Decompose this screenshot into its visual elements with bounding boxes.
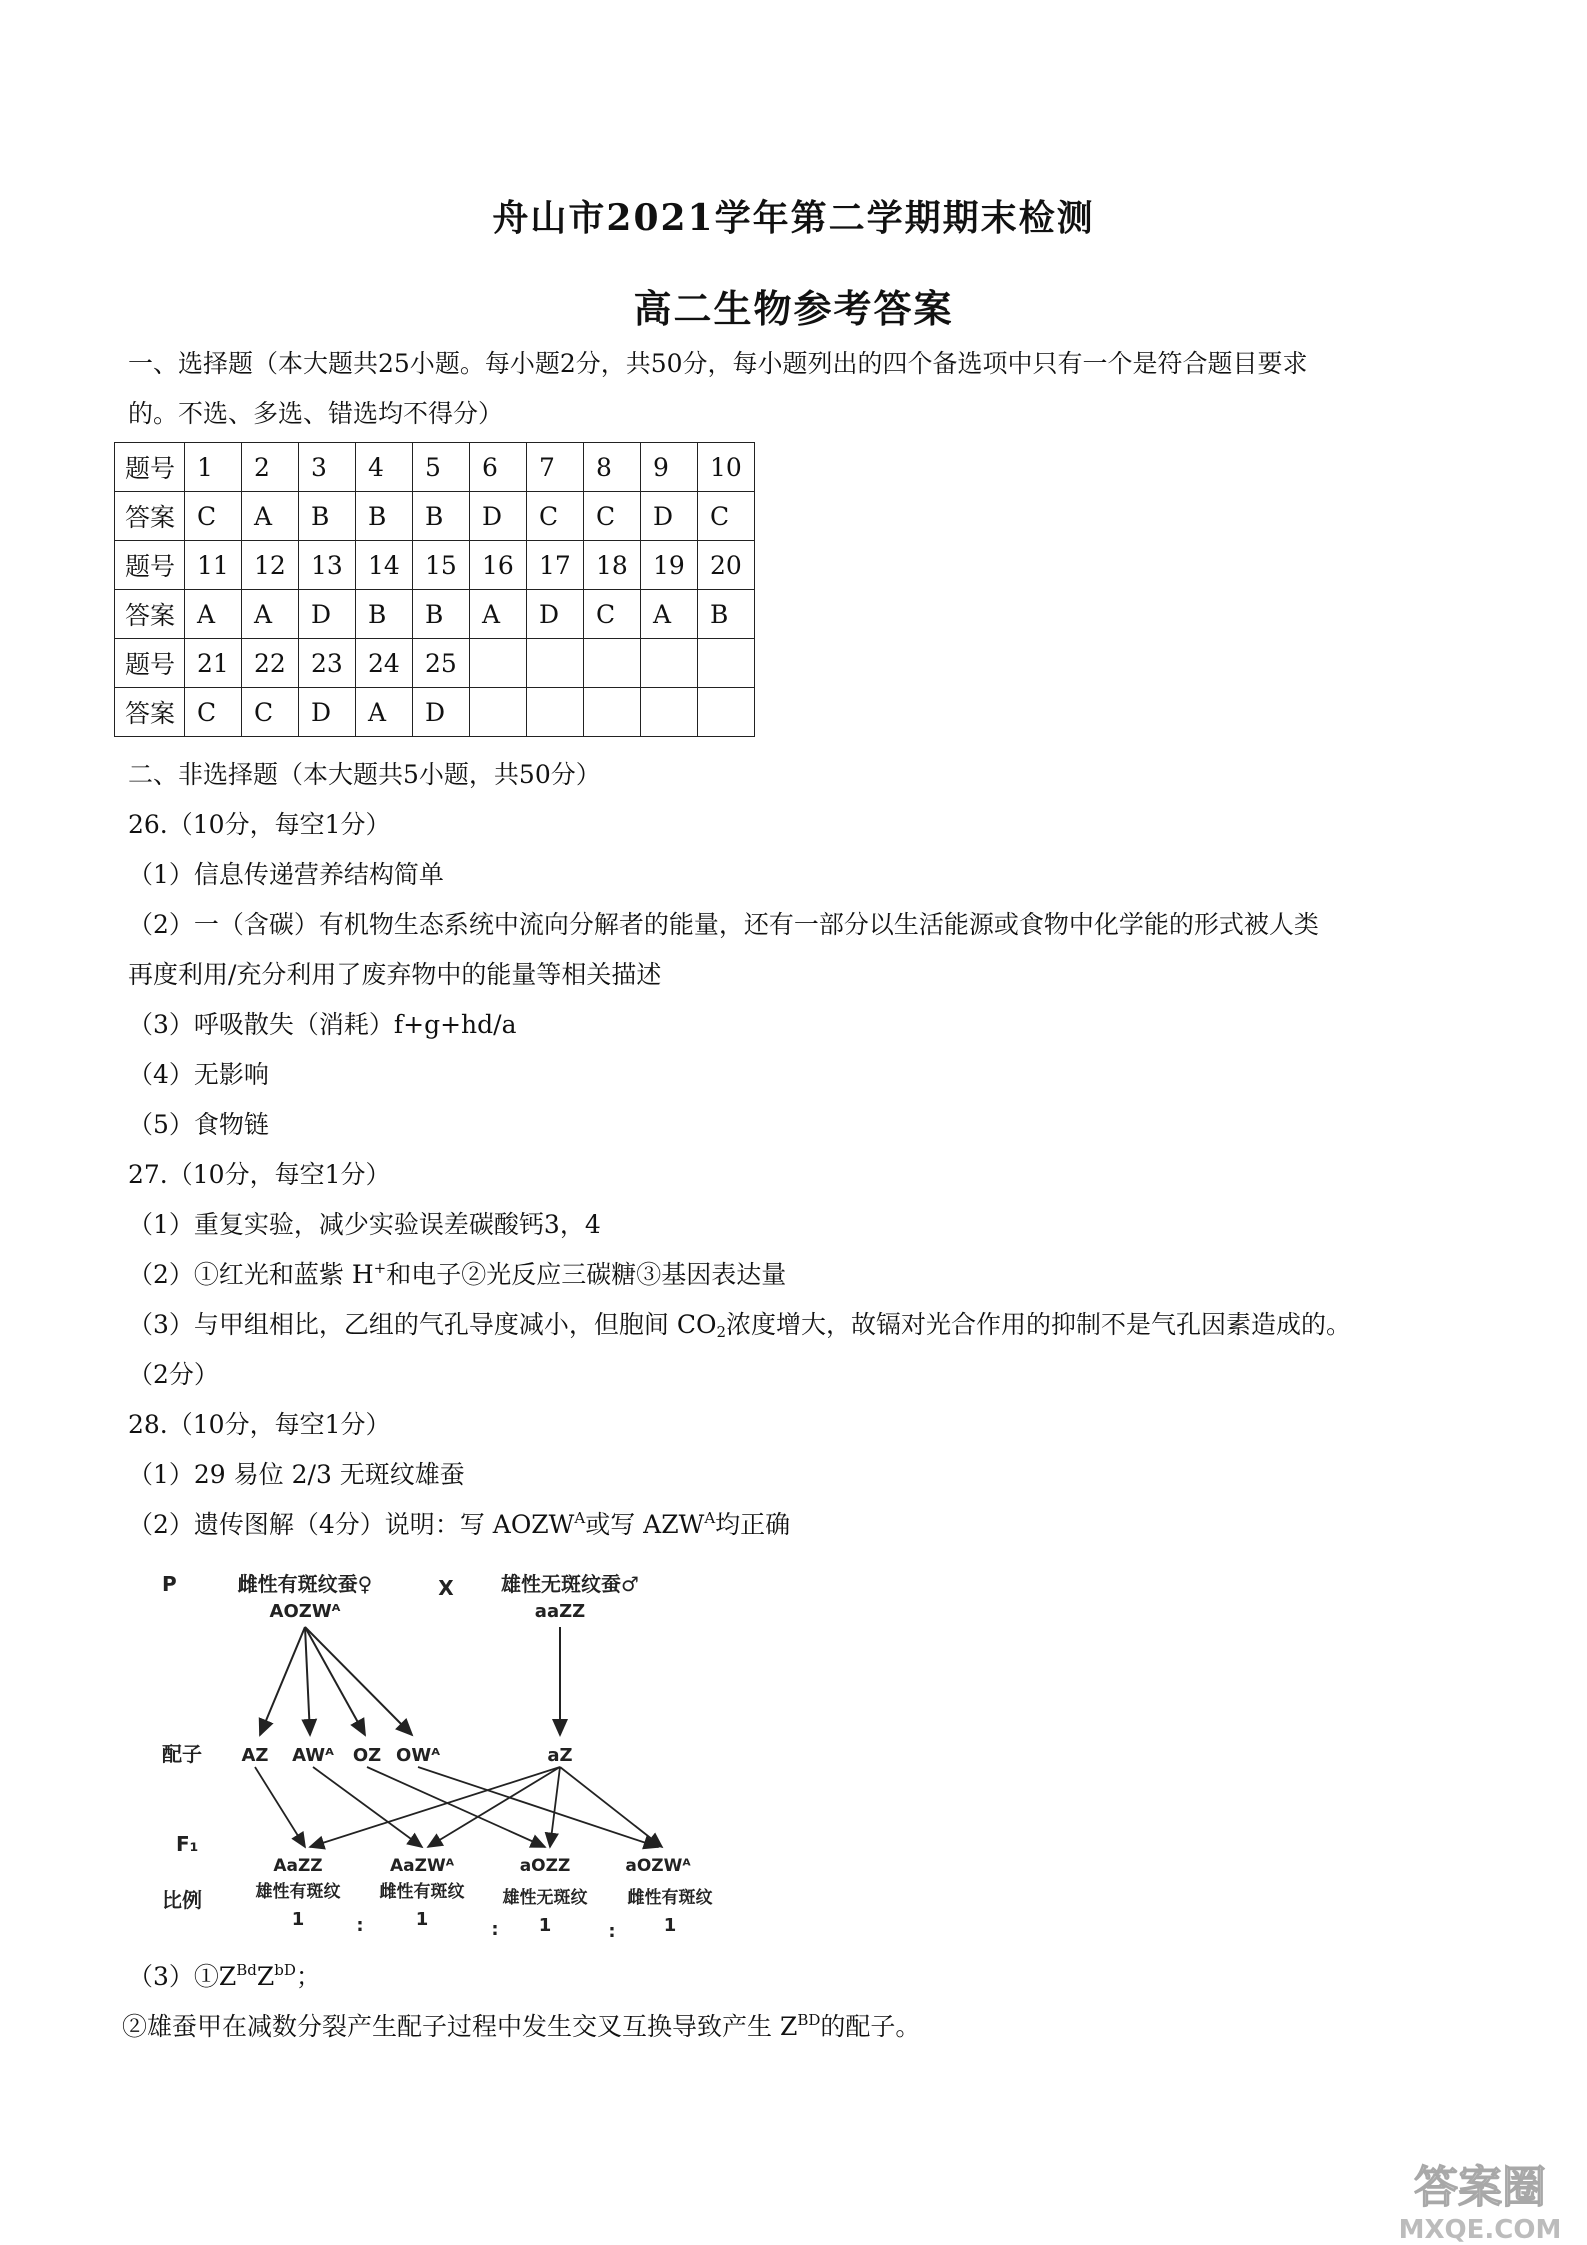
answer-cell: A [242, 590, 299, 639]
offspring-4-genotype: aOZWᴬ [625, 1856, 691, 1876]
answer-cell: B [356, 590, 413, 639]
answer-cell: C [185, 688, 242, 737]
question-number-cell [584, 639, 641, 688]
female-parent-genotype: AOZWᴬ [269, 1601, 341, 1622]
offspring-2-phenotype: 雌性有斑纹 [379, 1882, 465, 1902]
answer-cell [584, 688, 641, 737]
gamete-row-label: 配子 [162, 1742, 202, 1766]
section1-line1: 一、选择题（本大题共25小题。每小题2分，共50分，每小题列出的四个备选项中只有一个是符合题目要求 [128, 349, 1308, 378]
page-subtitle: 高二生物参考答案 [633, 286, 954, 331]
answer-cell: A [641, 590, 698, 639]
offspring-1-ratio: 1 [291, 1909, 305, 1930]
question-number-header: 题号 [115, 541, 185, 590]
question-number-cell: 17 [527, 541, 584, 590]
ratio-row-label: 比例 [162, 1888, 202, 1912]
question-number-cell: 21 [185, 639, 242, 688]
answer-cell: A [242, 492, 299, 541]
section1-line2: 的。不选、多选、错选均不得分） [128, 399, 504, 428]
q28-part3: $(3)①Z^{Bd}Z^{bD}$； [128, 1961, 321, 1991]
answer-header: 答案 [115, 688, 185, 737]
answer-row [115, 492, 755, 541]
q26-part3: （3）呼吸散失（消耗）f+g+hd/a [128, 1010, 517, 1039]
question-number-cell [698, 639, 755, 688]
f1-label: F₁ [176, 1832, 199, 1856]
answer-cell: C [698, 492, 755, 541]
answer-cell [641, 688, 698, 737]
genetic-cross-diagram [150, 1565, 770, 1945]
answer-cell: B [413, 492, 470, 541]
question-number-header: 题号 [115, 443, 185, 492]
question-number-cell: 7 [527, 443, 584, 492]
question-number-cell [641, 639, 698, 688]
question-number-cell: 9 [641, 443, 698, 492]
question-number-cell [527, 639, 584, 688]
q27-part1: （1）重复实验，减少实验误差碳酸钙3，4 [128, 1210, 601, 1239]
answer-cell: A [470, 590, 527, 639]
answer-cell: C [527, 492, 584, 541]
answer-cell [470, 688, 527, 737]
question-number-cell: 3 [299, 443, 356, 492]
answer-cell: B [698, 590, 755, 639]
answer-row [115, 590, 755, 639]
answer-cell: D [299, 590, 356, 639]
q26-part5: （5）食物链 [128, 1110, 269, 1139]
question-number-row [115, 541, 755, 590]
answer-table [114, 442, 755, 737]
answer-cell: C [584, 492, 641, 541]
answer-cell: D [299, 688, 356, 737]
offspring-4-phenotype: 雌性有斑纹 [627, 1888, 713, 1908]
question-number-cell: 5 [413, 443, 470, 492]
offspring-1-phenotype: 雄性有斑纹 [255, 1882, 341, 1902]
answer-cell: A [356, 688, 413, 737]
answer-cell: B [413, 590, 470, 639]
answer-cell: C [242, 688, 299, 737]
question-number-cell [470, 639, 527, 688]
offspring-1-genotype: AaZZ [273, 1856, 323, 1876]
answer-row [115, 688, 755, 737]
question-number-cell: 24 [356, 639, 413, 688]
offspring-4-ratio: 1 [663, 1915, 677, 1936]
ratio-colon-3: : [608, 1921, 616, 1942]
gamete-arrows [260, 1627, 560, 1735]
question-number-cell: 2 [242, 443, 299, 492]
question-number-row [115, 443, 755, 492]
question-number-cell: 15 [413, 541, 470, 590]
answer-cell: D [641, 492, 698, 541]
question-number-cell: 16 [470, 541, 527, 590]
q26-part1: （1）信息传递营养结构简单 [128, 860, 444, 889]
question-number-cell: 22 [242, 639, 299, 688]
female-gamete-3: OZ [352, 1745, 382, 1766]
female-gamete-1: AZ [241, 1745, 269, 1766]
answer-cell: B [356, 492, 413, 541]
q28-part2: （2）遗传图解（4分）说明：写 $AOZW^A$或写 $AZW^A$均正确 [128, 1509, 791, 1539]
watermark-logo [1380, 2150, 1580, 2245]
question-number-cell: 19 [641, 541, 698, 590]
male-gamete: aZ [547, 1745, 573, 1766]
female-gamete-4: OWᴬ [396, 1745, 440, 1766]
offspring-3-genotype: aOZZ [519, 1856, 571, 1876]
ratio-colon-1: : [356, 1915, 364, 1936]
q26-part4: （4）无影响 [128, 1060, 269, 1089]
question-number-cell: 14 [356, 541, 413, 590]
female-gamete-2: AWᴬ [292, 1745, 334, 1766]
question-number-cell: 23 [299, 639, 356, 688]
fertilization-lines [255, 1767, 662, 1847]
question-number-cell: 1 [185, 443, 242, 492]
page-title: 舟山市2021学年第二学期期末检测 [492, 197, 1095, 239]
male-parent-genotype: aaZZ [534, 1601, 586, 1622]
section2-heading: 二、非选择题（本大题共5小题，共50分） [128, 760, 601, 789]
female-parent-label: 雌性有斑纹蚕♀ [237, 1572, 373, 1596]
q26-part2b: 再度利用/充分利用了废弃物中的能量等相关描述 [128, 960, 662, 989]
answer-header: 答案 [115, 590, 185, 639]
question-number-header: 题号 [115, 639, 185, 688]
q28-header: 28.（10分，每空1分） [128, 1410, 391, 1439]
question-number-cell: 13 [299, 541, 356, 590]
offspring-3-ratio: 1 [538, 1915, 552, 1936]
ratio-colon-2: : [491, 1919, 499, 1940]
question-number-cell: 10 [698, 443, 755, 492]
answer-cell: D [470, 492, 527, 541]
q27-header: 27.（10分，每空1分） [128, 1160, 391, 1189]
offspring-3-phenotype: 雄性无斑纹 [502, 1888, 588, 1908]
male-parent-label: 雄性无斑纹蚕♂ [501, 1572, 639, 1596]
answer-cell [527, 688, 584, 737]
question-number-cell: 6 [470, 443, 527, 492]
q28-part4: ②雄蚕甲在减数分裂产生配子过程中发生交叉互换导致产生 $Z^{BD}$的配子。 [122, 2011, 921, 2041]
watermark-url: MXQE.COM [1398, 2215, 1562, 2245]
q27-part3: （3）与甲组相比，乙组的气孔导度减小，但胞间 $CO_2$浓度增大，故镉对光合作用的抑制不是气孔因素造成的。 [128, 1310, 1352, 1341]
offspring-2-genotype: AaZWᴬ [390, 1856, 454, 1876]
question-number-cell: 18 [584, 541, 641, 590]
offspring-2-ratio: 1 [415, 1909, 429, 1930]
generation-p-label: P [162, 1572, 177, 1596]
question-number-cell: 11 [185, 541, 242, 590]
answer-cell: D [527, 590, 584, 639]
question-number-cell: 4 [356, 443, 413, 492]
q26-header: 26.（10分，每空1分） [128, 810, 391, 839]
answer-cell: B [299, 492, 356, 541]
q27-part2: （2）①红光和蓝紫 H+和电子②光反应三碳糖③基因表达量 [128, 1259, 787, 1289]
answer-cell [698, 688, 755, 737]
question-number-cell: 20 [698, 541, 755, 590]
question-number-cell: 12 [242, 541, 299, 590]
q26-part2a: （2）一（含碳）有机物生态系统中流向分解者的能量，还有一部分以生活能源或食物中化学能的形式被人类 [128, 910, 1319, 939]
question-number-cell: 8 [584, 443, 641, 492]
question-number-cell: 25 [413, 639, 470, 688]
cross-symbol: X [438, 1576, 454, 1600]
answer-header: 答案 [115, 492, 185, 541]
answer-cell: A [185, 590, 242, 639]
watermark-text: 答案圈 [1414, 2162, 1546, 2213]
answer-cell: C [185, 492, 242, 541]
q27-part3-score: （2分） [128, 1360, 219, 1389]
q28-part1: （1）29 易位 2/3 无斑纹雄蚕 [128, 1460, 465, 1489]
answer-cell: D [413, 688, 470, 737]
answer-cell: C [584, 590, 641, 639]
question-number-row [115, 639, 755, 688]
